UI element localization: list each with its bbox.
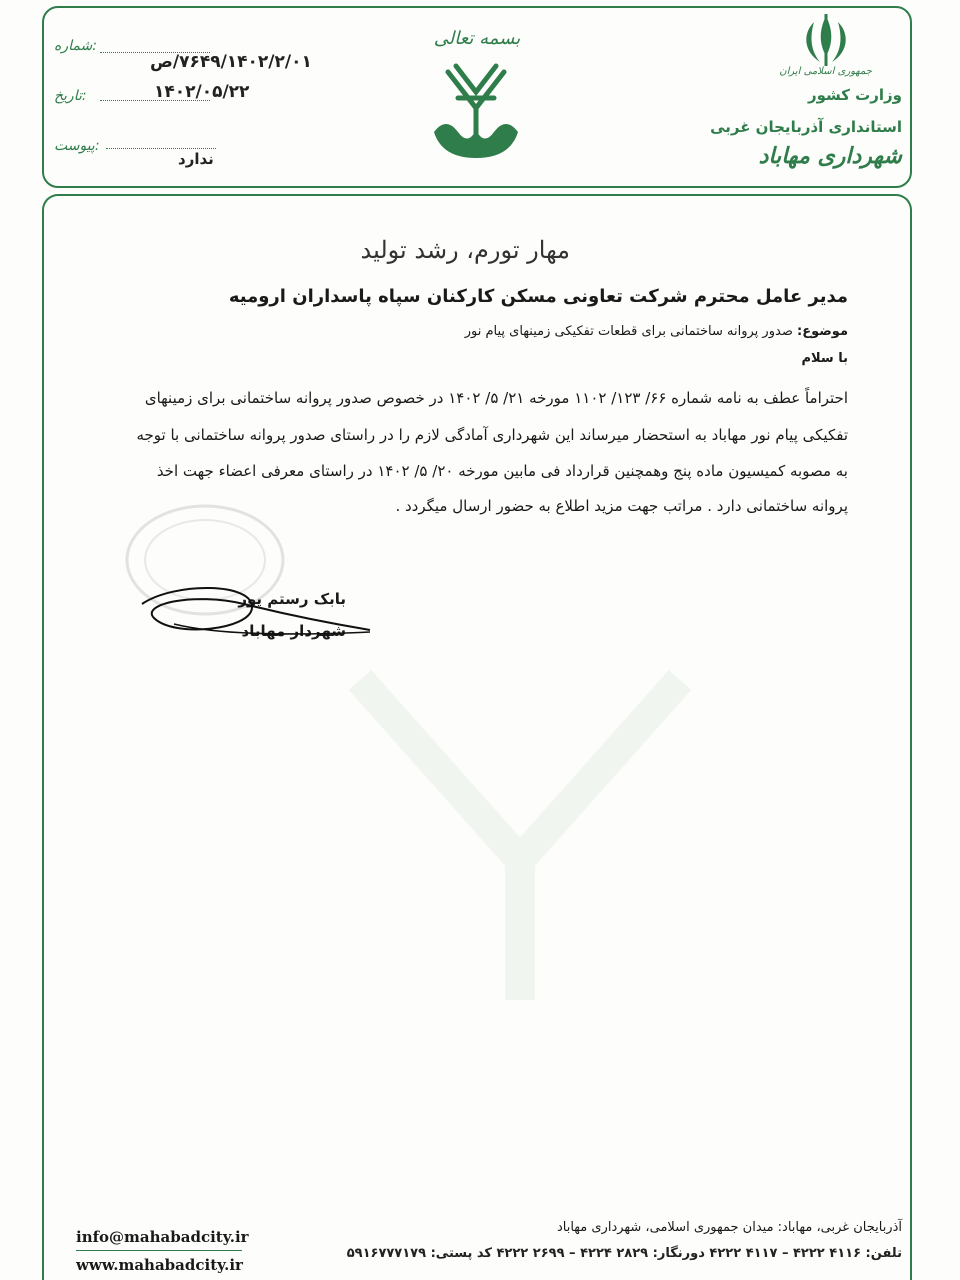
salutation: با سلام (801, 351, 848, 366)
subject-line (465, 324, 848, 339)
government-label: جمهوری اسلامی ایران (779, 66, 872, 77)
watermark-logo-icon (240, 660, 800, 1020)
municipality-title: شهرداری مهاباد (758, 144, 902, 169)
email-link[interactable]: info@mahabadcity.ir (76, 1228, 249, 1246)
body-line: پروانه ساختمانی دارد . مراتب جهت مزید اطلاع به حضور ارسال میگردد . (395, 497, 848, 515)
footer-phones: تلفن: ۴۱۱۶ ۴۲۲۲ – ۴۱۱۷ ۴۲۲۲ دورنگار: ۲۸۲۹ ۴۲۲۴ – ۲۶۹۹ ۴۲۲۲ کد پستی: ۵۹۱۶۷۷۷۱۷۹ (346, 1246, 902, 1261)
subject-label: موضوع: (797, 324, 848, 339)
subject-text: صدور پروانه ساختمانی برای قطعات تفکیکی زمینهای پیام نور (464, 324, 793, 339)
attachment-value: ندارد (178, 150, 214, 168)
bismillah: بسمه تعالی (433, 28, 521, 49)
attachment-label: پیوست: (54, 138, 100, 154)
handwritten-note: مهار تورم، رشد تولید (360, 236, 570, 264)
signature-icon (134, 578, 374, 650)
municipality-logo-icon (428, 58, 524, 166)
website-link[interactable]: www.mahabadcity.ir (76, 1256, 243, 1274)
body-line: احتراماً عطف به نامه شماره ۶۶/ ۱۲۳/ ۱۱۰۲ مورخه ۲۱/ ۵/ ۱۴۰۲ در خصوص صدور پروانه ساختمانی برای زمینهای (144, 389, 848, 407)
date-label: تاریخ: (54, 88, 87, 104)
footer-divider (76, 1250, 242, 1251)
body-line: به مصوبه کمیسیون ماده پنج وهمچنین قرارداد فی مابین مورخه ۲۰/ ۵/ ۱۴۰۲ در راستای معرفی اعضاء جهت اخذ (156, 462, 848, 480)
province-label: استانداری آذربایجان غربی (710, 118, 902, 136)
number-label: شماره: (54, 38, 97, 54)
signer-name: بابک رستم پور (238, 590, 346, 608)
date-value: ۱۴۰۲/۰۵/۲۲ (154, 82, 250, 102)
footer-address: آذربایجان غربی، مهاباد: میدان جمهوری اسلامی، شهرداری مهاباد (556, 1220, 902, 1235)
signer-title: شهردار مهاباد (241, 622, 346, 640)
iran-emblem-icon (796, 12, 856, 70)
ministry-label: وزارت کشور (807, 86, 902, 104)
number-value: ۷۶۴۹/۱۴۰۲/۲/۰۱/ص (150, 52, 312, 72)
recipient: مدیر عامل محترم شرکت تعاونی مسکن کارکنان سپاه پاسداران ارومیه (228, 286, 848, 307)
attachment-dotted-line (106, 148, 216, 149)
body-line: تفکیکی پیام نور مهاباد به استحضار میرساند این شهرداری آمادگی لازم را در راستای صدور پروانه ساختمانی با توجه (136, 426, 848, 444)
